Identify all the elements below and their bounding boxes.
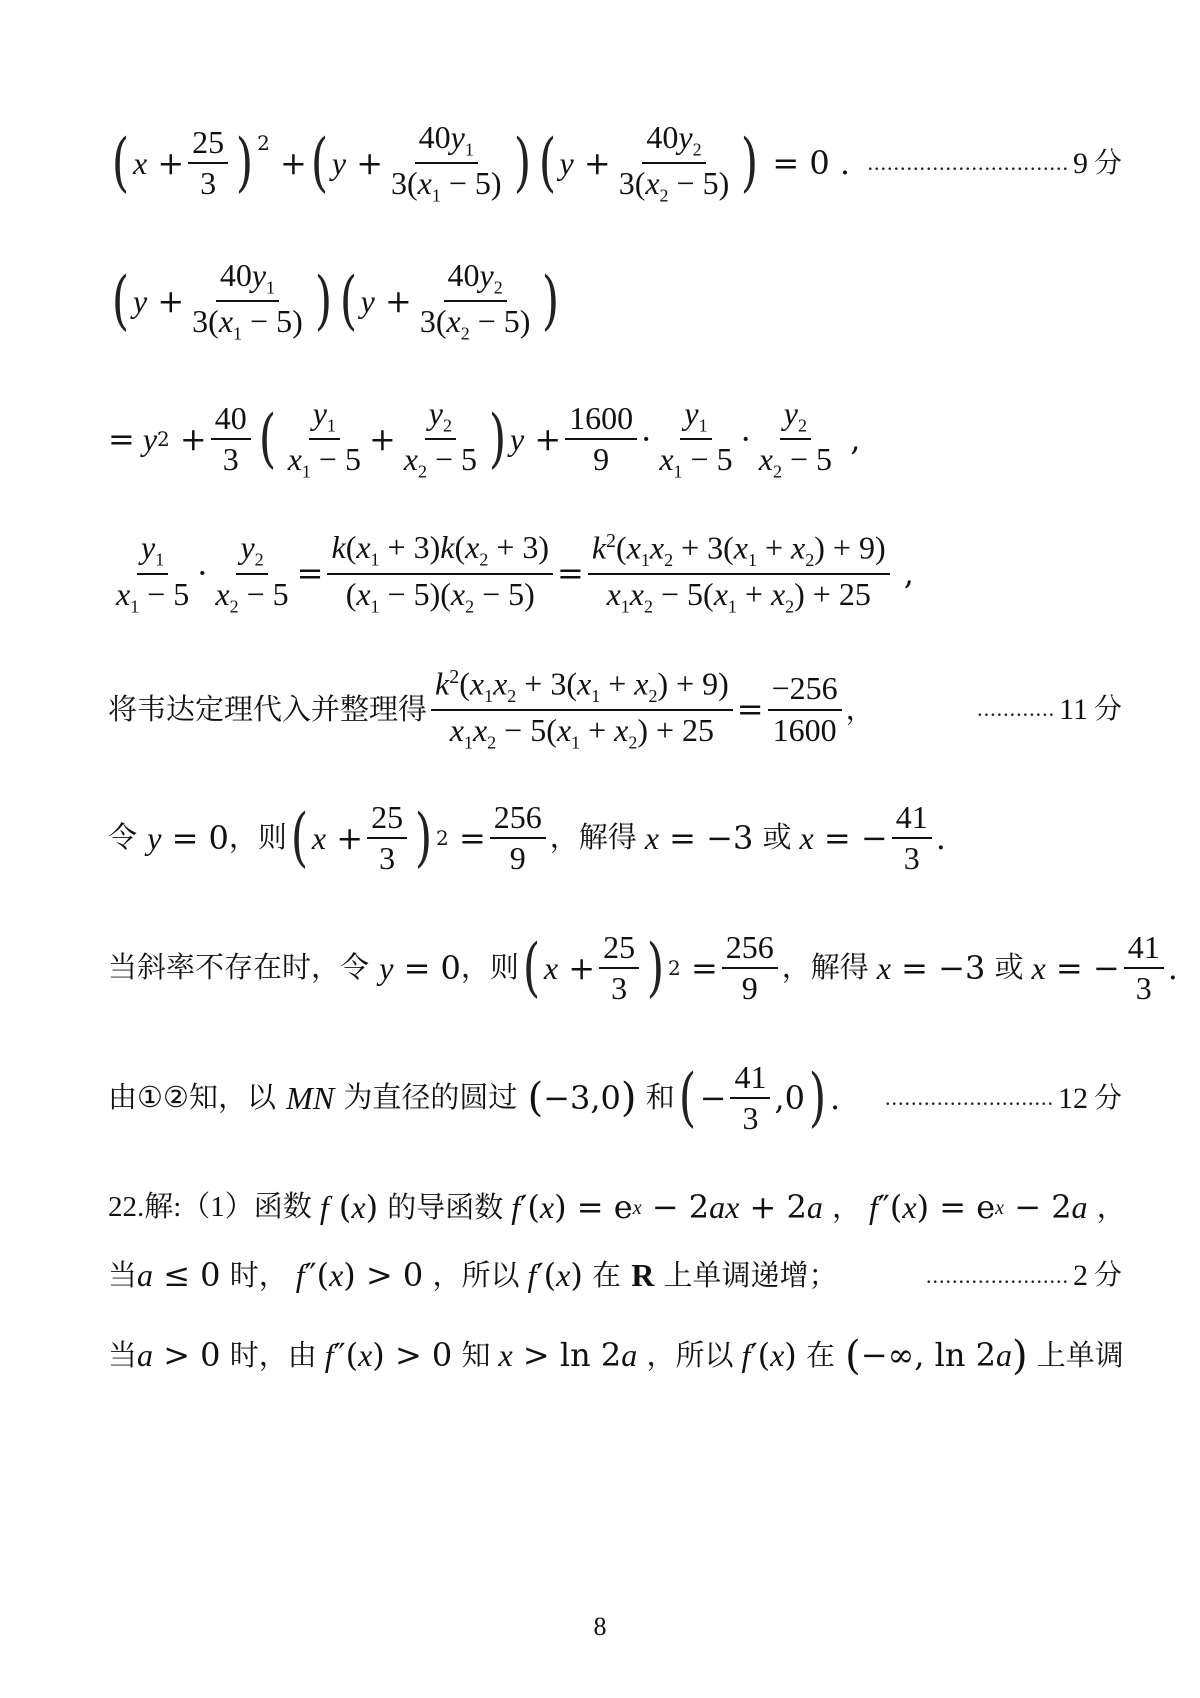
line-8-prefix: 由①②知，以 (108, 1080, 276, 1115)
score-unit: 分 (1093, 145, 1122, 179)
line-9-prefix: 22.解:（1）函数 (108, 1190, 312, 1223)
equation-line-6: 令 y = 0 ，则 ( x + $\frac{25}{3}$ ) 2 = $\frac{256}{9}$ ，解得 x = −3 或 x = − $\frac{41}{3}$ . (108, 799, 946, 877)
score-value: 9 (1072, 146, 1088, 180)
line-5-prefix: 将韦达定理代入并整理得 (108, 691, 428, 726)
equation-line-9: 22.解:（1）函数 f ( x ) 的导函数 f ′( x ) = e x − 2 ax + 2 a ， f ″( x ) = e x − 2 a ， (108, 1188, 1126, 1226)
score-value: 11 (1059, 693, 1088, 727)
equation-line-7: 当斜率不存在时，令 y = 0 ，则 ( x + $\frac{25}{3}$ ) 2 = $\frac{256}{9}$ ，解得 x = −3 或 x = − $\frac{41}{3}$ . (108, 929, 1178, 1007)
score-value: 2 (1072, 1259, 1088, 1293)
equation-line-1: ( x + $\frac{25}{3}$ ) 2 + ( y + $\frac{40y_1}{3(x_1 - 5)}$ ) ( y + $\frac{40y_2}{3(x_2 - 5)}$ ) = 0 . ............................... 9 分 (111, 119, 1122, 206)
score-unit: 分 (1093, 692, 1122, 726)
equation-line-4: $\frac{y_1}{x_1 - 5}$ · $\frac{y_2}{x_2 - 5}$ = $\frac{k(x_1 + 3)k(x_2 + 3)}{(x_1 - 5)(x_2 - 5)}$ = $\frac{k^2(x_1x_2 + 3(x_1 + x_2) + 9)}{x_1x_2 - 5(x_1 + x_2) + 25}$ , (116, 529, 914, 617)
score-dots: .......................... (884, 1085, 1054, 1111)
equation-line-10: 当 a ≤ 0 时， f ″( x ) > 0 ，所以 f ′( x ) 在 R 上单调递增； ...................... 2 分 (108, 1256, 1122, 1294)
score-dots: ............................... (867, 150, 1069, 176)
line-6-prefix: 令 (108, 820, 138, 855)
score-value: 12 (1057, 1081, 1088, 1115)
equation-line-2: ( y + $\frac{40y_1}{3(x_1 - 5)}$ ) ( y + $\frac{40y_2}{3(x_2 - 5)}$ ) (111, 257, 560, 344)
equation-line-5: 将韦达定理代入并整理得 $\frac{k^2(x_1x_2 + 3(x_1 + x_2) + 9)}{x_1x_2 - 5(x_1 + x_2) + 25}$ = $\frac{-256}{1600}$ ， ............ 11 分 (108, 665, 1122, 753)
score-unit: 分 (1093, 1080, 1122, 1114)
equation-line-8: 由①②知，以 MN 为直径的圆过 ( −3,0 ) 和 ( − $\frac{41}{3}$ ,0 ) . .......................... 12 分 (108, 1059, 1122, 1137)
line-7-prefix: 当斜率不存在时，令 (108, 950, 370, 985)
score-dots: ............ (977, 696, 1056, 722)
equation-line-3: = y 2 + $\frac{40}{3}$ ( $\frac{y_1}{x_1 - 5}$ + $\frac{y_2}{x_2 - 5}$ ) y + $\frac{1600}{9}$ · $\frac{y_1}{x_1 - 5}$ · $\frac{y_2}{x_2 - 5}$ , (108, 395, 861, 482)
score-dots: ...................... (925, 1262, 1069, 1288)
equation-line-11: 当 a > 0 时，由 f ″( x ) > 0 知 x > ln 2 a ，所以 f ′( x ) 在 ( −∞, ln 2 a ) 上单调 (108, 1333, 1124, 1379)
score-unit: 分 (1093, 1258, 1122, 1292)
line-10-prefix: 当 (108, 1257, 138, 1292)
line-11-prefix: 当 (108, 1338, 138, 1373)
page-number: 8 (593, 1612, 607, 1641)
